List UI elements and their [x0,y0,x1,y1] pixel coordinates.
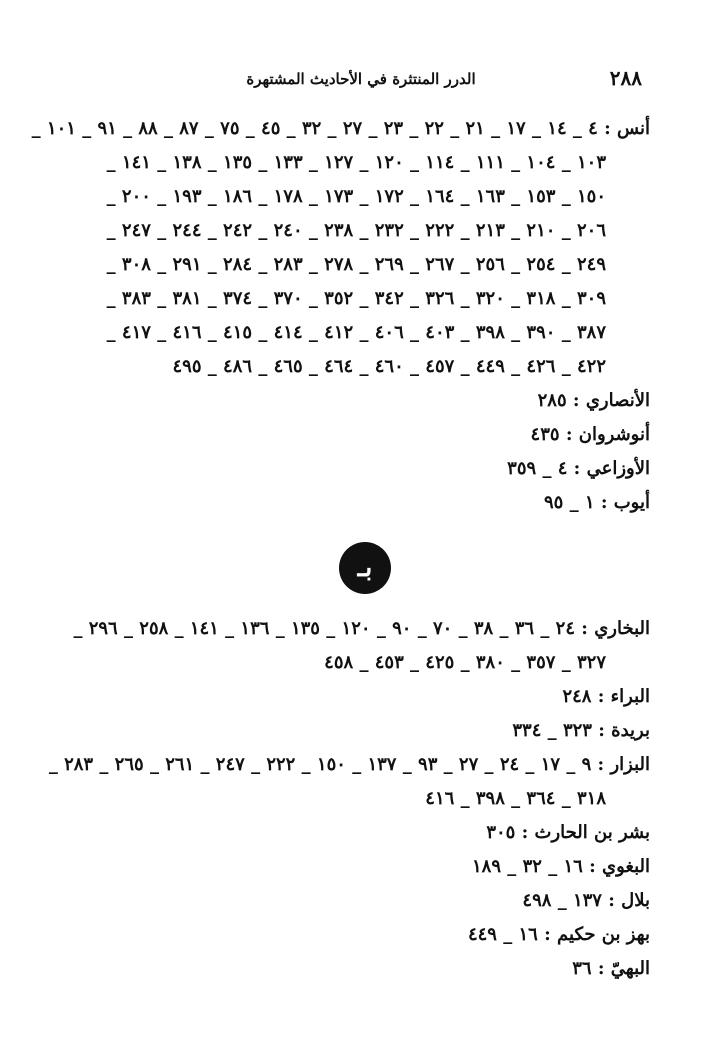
index-entry: أنس : ٤ _ ١٤ _ ١٧ _ ٢١ _ ٢٢ _ ٢٣ _ ٢٧ _ ٣٢ _ ٤٥ _ ٧٥ _ ٨٧ _ ٨٨ _ ٩١ _ ١٠١ _ ١٠٣ _ ١٠٤ _ ١١١ _ ١١٤ _ ١٢٠ _ ١٢٧ _ ١٣٣ _ ١٣٥ _ ١٣٨ _ ١٤١ _ ١٥٠ _ ١٥٣ _ ١٦٣ _ ١٦٤ _ ١٧٢ _ ١٧٣ _ ١٧٨ _ ١٨٦ _ ١٩٣ _ ٢٠٠ _ ٢٠٦ _ ٢١٠ _ ٢١٣ _ ٢٢٢ _ ٢٣٢ _ ٢٣٨ _ ٢٤٠ _ ٢٤٢ _ ٢٤٤ _ ٢٤٧ _ ٢٤٩ _ ٢٥٤ _ ٢٥٦ _ ٢٦٧ _ ٢٦٩ _ ٢٧٨ _ ٢٨٣ _ ٢٨٤ _ ٢٩١ _ ٣٠٨ _ ٣٠٩ _ ٣١٨ _ ٣٢٠ _ ٣٢٦ _ ٣٤٢ _ ٣٥٢ _ ٣٧٠ _ ٣٧٤ _ ٣٨١ _ ٣٨٣ _ ٣٨٧ _ ٣٩٠ _ ٣٩٨ _ ٤٠٣ _ ٤٠٦ _ ٤١٢ _ ٤١٤ _ ٤١٥ _ ٤١٦ _ ٤١٧ _ ٤٢٢ _ ٤٢٦ _ ٤٤٩ _ ٤٥٧ _ ٤٦٠ _ ٤٦٤ _ ٤٦٥ _ ٤٨٦ _ ٤٩٥ [80,112,650,384]
entry-page-refs: ١٣٧ _ ٤٩٨ [522,890,602,911]
entry-name: البراء [610,686,650,707]
index-entry: الأنصاري : ٢٨٥ [537,390,650,411]
index-entry: البخاري : ٢٤ _ ٣٦ _ ٣٨ _ ٧٠ _ ٩٠ _ ١٢٠ _ ١٣٥ _ ١٣٦ _ ١٤١ _ ٢٥٨ _ ٢٩٦ _ ٣٢٧ _ ٣٥٧ _ ٣٨٠ _ ٤٢٥ _ ٤٥٣ _ ٤٥٨ [80,612,650,680]
entry-name: أيوب [613,492,650,513]
entry-page-refs: ٣٦ [572,958,592,979]
index-entry: أنوشروان : ٤٣٥ [530,424,650,445]
entry-name: أنوشروان [578,424,650,445]
entry-name: بريدة [611,720,650,741]
index-entry: البغوي : ١٦ _ ٣٢ _ ١٨٩ [472,856,650,877]
entry-name: البهيّ [610,958,650,979]
entry-page-refs-continued: ٢٠٦ _ ٢١٠ _ ٢١٣ _ ٢٢٢ _ ٢٣٢ _ ٢٣٨ _ ٢٤٠ _ ٢٤٢ _ ٢٤٤ _ ٢٤٧ _ [106,220,606,241]
entry-name: أنس [617,118,650,139]
index-entry: الأوزاعي : ٤ _ ٣٥٩ [507,458,650,479]
entry-page-refs: ١٦ _ ٤٤٩ [467,924,538,945]
index-entry: بلال : ١٣٧ _ ٤٩٨ [522,890,650,911]
entry-page-refs: ٣٠٥ [486,822,516,843]
entry-page-refs: ١٦ _ ٣٢ _ ١٨٩ [472,856,583,877]
entry-page-refs: ٤٣٥ [530,424,560,445]
entry-name: البخاري [594,618,650,639]
index-entry: بشر بن الحارث : ٣٠٥ [486,822,650,843]
entry-name: الأنصاري [585,390,650,411]
entry-page-refs: ٢٤٨ [562,686,592,707]
entry-page-refs-continued: ٣٨٧ _ ٣٩٠ _ ٣٩٨ _ ٤٠٣ _ ٤٠٦ _ ٤١٢ _ ٤١٤ _ ٤١٥ _ ٤١٦ _ ٤١٧ _ [106,322,606,343]
entry-page-refs: ١ _ ٩٥ [543,492,595,513]
index-entry: البراء : ٢٤٨ [562,686,650,707]
page-header [80,66,642,96]
index-entry: البزار : ٩ _ ١٧ _ ٢٤ _ ٢٧ _ ٩٣ _ ١٣٧ _ ١٥٠ _ ٢٢٢ _ ٢٤٧ _ ٢٦١ _ ٢٦٥ _ ٢٨٣ _ ٣١٨ _ ٣٦٤ _ ٣٩٨ _ ٤١٦ [80,748,650,816]
entry-name: البغوي [602,856,650,877]
page-number: ٢٨٨ [609,66,642,90]
entry-page-refs-continued: ٣٠٩ _ ٣١٨ _ ٣٢٠ _ ٣٢٦ _ ٣٤٢ _ ٣٥٢ _ ٣٧٠ _ ٣٧٤ _ ٣٨١ _ ٣٨٣ _ [106,288,606,309]
index-group-ba [48,612,650,986]
running-title: الدرر المنتثرة في الأحاديث المشتهرة [246,70,476,88]
index-entries [31,112,650,986]
entry-page-refs-continued: ٤٢٢ _ ٤٢٦ _ ٤٤٩ _ ٤٥٧ _ ٤٦٠ _ ٤٦٤ _ ٤٦٥ _ ٤٨٦ _ ٤٩٥ [172,356,606,377]
entry-page-refs-continued: ٣١٨ _ ٣٦٤ _ ٣٩٨ _ ٤١٦ [425,788,606,809]
entry-page-refs-continued: ٣٢٧ _ ٣٥٧ _ ٣٨٠ _ ٤٢٥ _ ٤٥٣ _ ٤٥٨ [324,652,606,673]
index-entry: بهز بن حكيم : ١٦ _ ٤٤٩ [467,924,650,945]
entry-name: بشر بن الحارث [534,822,650,843]
entry-name: بلال [621,890,650,911]
index-entry: البهيّ : ٣٦ [572,958,650,979]
entry-page-refs: ٩ _ ١٧ _ ٢٤ _ ٢٧ _ ٩٣ _ ١٣٧ _ ١٥٠ _ ٢٢٢ _ ٢٤٧ _ ٢٦١ _ ٢٦٥ _ ٢٨٣ _ [48,754,592,775]
entry-page-refs: ٤ _ ٣٥٩ [507,458,568,479]
entry-page-refs-continued: ١٠٣ _ ١٠٤ _ ١١١ _ ١١٤ _ ١٢٠ _ ١٢٧ _ ١٣٣ _ ١٣٥ _ ١٣٨ _ ١٤١ _ [106,152,606,173]
entry-page-refs: ٢٨٥ [537,390,567,411]
index-entry: أيوب : ١ _ ٩٥ [543,492,650,513]
entry-page-refs-continued: ٢٤٩ _ ٢٥٤ _ ٢٥٦ _ ٢٦٧ _ ٢٦٩ _ ٢٧٨ _ ٢٨٣ _ ٢٨٤ _ ٢٩١ _ ٣٠٨ _ [106,254,606,275]
section-letter-badge [80,542,650,594]
entry-name: البزار [610,754,650,775]
entry-page-refs-continued: ١٥٠ _ ١٥٣ _ ١٦٣ _ ١٦٤ _ ١٧٢ _ ١٧٣ _ ١٧٨ _ ١٨٦ _ ١٩٣ _ ٢٠٠ _ [106,186,606,207]
entry-name: بهز بن حكيم [557,924,650,945]
index-entry: بريدة : ٣٢٣ _ ٣٣٤ [512,720,650,741]
entry-page-refs: ٣٢٣ _ ٣٣٤ [512,720,592,741]
entry-page-refs: ٢٤ _ ٣٦ _ ٣٨ _ ٧٠ _ ٩٠ _ ١٢٠ _ ١٣٥ _ ١٣٦ _ ١٤١ _ ٢٥٨ _ ٢٩٦ _ [73,618,575,639]
entry-page-refs: ٤ _ ١٤ _ ١٧ _ ٢١ _ ٢٢ _ ٢٣ _ ٢٧ _ ٣٢ _ ٤٥ _ ٧٥ _ ٨٧ _ ٨٨ _ ٩١ _ ١٠١ _ [31,118,598,139]
index-group-alif [31,112,650,520]
entry-name: الأوزاعي [586,458,650,479]
letter-ba-badge: بـ [339,542,391,594]
